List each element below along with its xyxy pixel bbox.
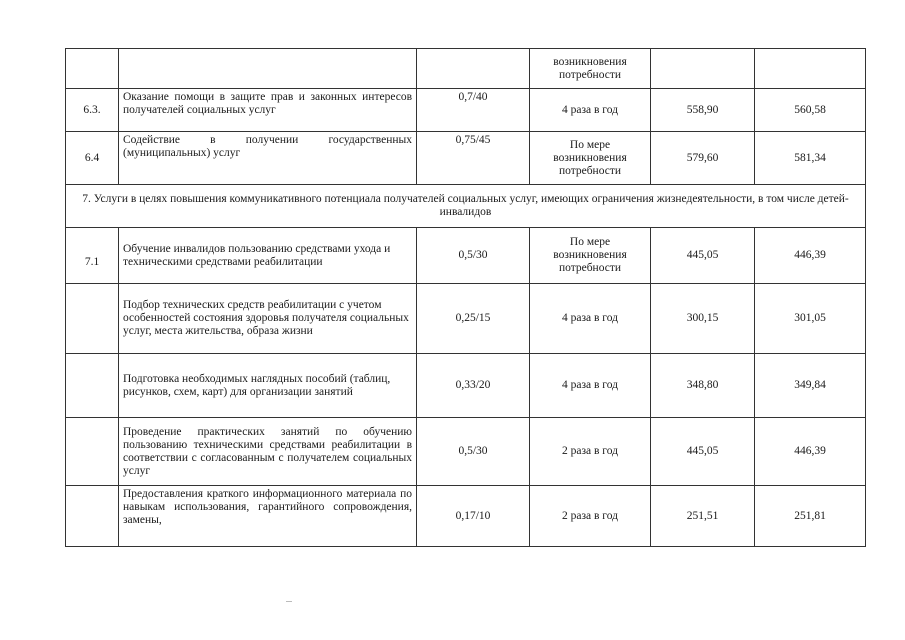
service-norm: 0,5/30 xyxy=(417,228,530,284)
service-price-2: 446,39 xyxy=(755,418,866,486)
service-price-1: 251,51 xyxy=(651,486,755,547)
service-price-2 xyxy=(755,49,866,89)
service-norm: 0,17/10 xyxy=(417,486,530,547)
service-name: Содействие в получении государственных (муниципальных) услуг xyxy=(119,132,417,185)
service-price-1: 348,80 xyxy=(651,354,755,418)
service-norm xyxy=(417,49,530,89)
service-frequency: По мере возникновения потребности xyxy=(530,228,651,284)
row-number xyxy=(66,284,119,354)
table-row xyxy=(66,486,866,547)
table-row xyxy=(66,228,866,284)
scan-mark xyxy=(286,601,292,602)
service-name: Подготовка необходимых наглядных пособий (таблиц, рисунков, схем, карт) для организации занятий xyxy=(119,354,417,418)
service-frequency: 4 раза в год xyxy=(530,284,651,354)
service-price-2: 251,81 xyxy=(755,486,866,547)
service-frequency: 2 раза в год xyxy=(530,486,651,547)
service-norm: 0,7/40 xyxy=(417,89,530,132)
service-price-2: 446,39 xyxy=(755,228,866,284)
service-name: Оказание помощи в защите прав и законных интересов получателей социальных услуг xyxy=(119,89,417,132)
table-row xyxy=(66,418,866,486)
service-norm: 0,33/20 xyxy=(417,354,530,418)
service-frequency: возникновения потребности xyxy=(530,49,651,89)
service-price-1: 300,15 xyxy=(651,284,755,354)
service-price-2: 581,34 xyxy=(755,132,866,185)
service-norm: 0,25/15 xyxy=(417,284,530,354)
service-price-2: 301,05 xyxy=(755,284,866,354)
service-price-1: 445,05 xyxy=(651,418,755,486)
service-frequency: 2 раза в год xyxy=(530,418,651,486)
service-price-1 xyxy=(651,49,755,89)
service-price-1: 579,60 xyxy=(651,132,755,185)
row-number xyxy=(66,354,119,418)
row-number xyxy=(66,486,119,547)
row-number xyxy=(66,418,119,486)
table-row xyxy=(66,354,866,418)
service-price-2: 560,58 xyxy=(755,89,866,132)
service-price-1: 445,05 xyxy=(651,228,755,284)
service-frequency: 4 раза в год xyxy=(530,354,651,418)
table-row xyxy=(66,89,866,132)
section-row xyxy=(66,185,866,228)
service-name: Подбор технических средств реабилитации с учетом особенностей состояния здоровья получателя социальных услуг, места жительства, образа жизни xyxy=(119,284,417,354)
row-number: 7.1 xyxy=(66,228,119,284)
table-row xyxy=(66,132,866,185)
table-row xyxy=(66,284,866,354)
service-name xyxy=(119,49,417,89)
service-norm: 0,75/45 xyxy=(417,132,530,185)
row-number: 6.3. xyxy=(66,89,119,132)
service-frequency: 4 раза в год xyxy=(530,89,651,132)
section-title: 7. Услуги в целях повышения коммуникативного потенциала получателей социальных услуг, имеющих ограничения жизнедеятельности, в том числе детей-инвалидов xyxy=(66,185,866,228)
service-price-2: 349,84 xyxy=(755,354,866,418)
service-name: Проведение практических занятий по обучению пользованию техническими средствами реабилитации в соответствии с согласованным с получателем социальных услуг xyxy=(119,418,417,486)
service-name: Обучение инвалидов пользованию средствами ухода и техническими средствами реабилитации xyxy=(119,228,417,284)
service-price-1: 558,90 xyxy=(651,89,755,132)
row-number: 6.4 xyxy=(66,132,119,185)
table-row xyxy=(66,49,866,89)
service-name: Предоставления краткого информационного материала по навыкам использования, гарантийного сопровождения, замены, xyxy=(119,486,417,547)
row-number xyxy=(66,49,119,89)
service-frequency: По мере возникновения потребности xyxy=(530,132,651,185)
tariff-table xyxy=(65,48,866,547)
service-norm: 0,5/30 xyxy=(417,418,530,486)
